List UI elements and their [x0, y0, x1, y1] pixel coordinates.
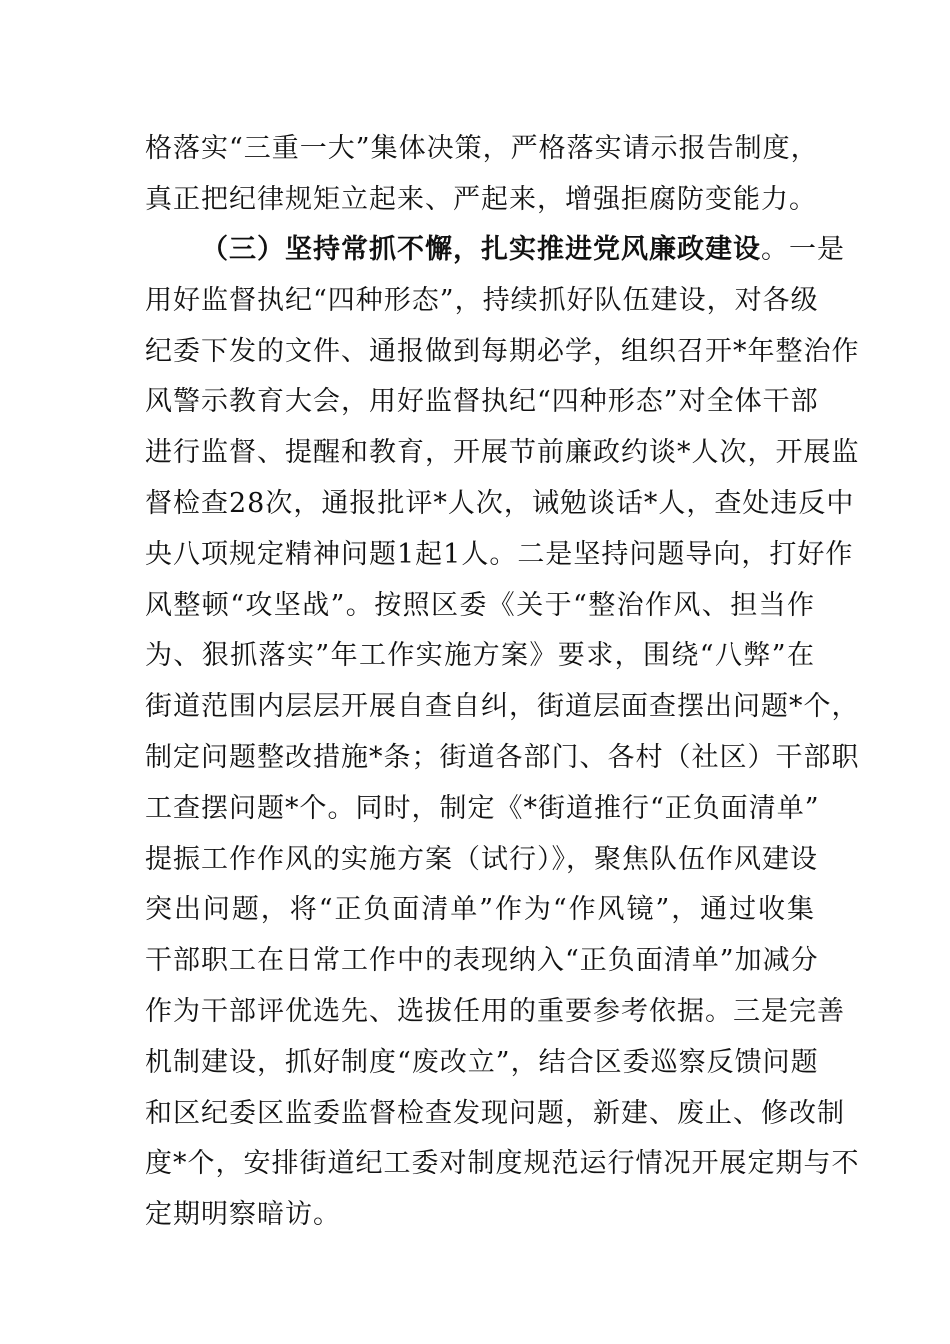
text-line: 机制建设，抓好制度“废改立”，结合区委巡察反馈问题 — [145, 1046, 819, 1078]
text-line: 督检查28次，通报批评*人次，诫勉谈话*人，查处违反中 — [145, 487, 855, 519]
text-line: 用好监督执纪“四种形态”，持续抓好队伍建设，对各级 — [145, 284, 819, 316]
text-line: 风警示教育大会，用好监督执纪“四种形态”对全体干部 — [145, 386, 819, 418]
text-line: 真正把纪律规矩立起来、严起来，增强拒腐防变能力。 — [145, 183, 817, 215]
text-line: 和区纪委区监委监督检查发现问题，新建、废止、修改制 — [145, 1097, 845, 1129]
section-3-paragraph — [145, 225, 860, 1241]
text-line: 突出问题，将“正负面清单”作为“作风镜”，通过收集 — [145, 894, 815, 926]
section-heading-line — [145, 225, 845, 276]
text-line: 工查摆问题*个。同时，制定《*街道推行“正负面清单” — [145, 792, 820, 824]
text-line: 作为干部评优选先、选拔任用的重要参考依据。三是完善 — [145, 995, 845, 1027]
text-line: 央八项规定精神问题1起1人。二是坚持问题导向，打好作 — [145, 538, 854, 570]
text-line: 提振工作作风的实施方案（试行）》，聚焦队伍作风建设 — [145, 843, 818, 875]
text-line: 街道范围内层层开展自查自纠，街道层面查摆出问题*个， — [145, 691, 860, 723]
heading-tail: 。一是 — [761, 234, 845, 265]
text-line: 风整顿“攻坚战”。按照区委《关于“整治作风、担当作 — [145, 589, 815, 621]
text-line: 度*个，安排街道纪工委对制度规范运行情况开展定期与不 — [145, 1148, 860, 1180]
previous-paragraph — [145, 124, 819, 226]
text-line: 定期明察暗访。 — [145, 1199, 341, 1231]
section-heading: （三）坚持常抓不懈，扎实推进党风廉政建设 — [201, 234, 761, 265]
text-line: 干部职工在日常工作中的表现纳入“正负面清单”加减分 — [145, 945, 819, 977]
text-line: 进行监督、提醒和教育，开展节前廉政约谈*人次，开展监 — [145, 437, 860, 469]
text-line: 制定问题整改措施*条；街道各部门、各村（社区）干部职 — [145, 741, 860, 773]
text-line: 格落实“三重一大”集体决策，严格落实请示报告制度， — [145, 133, 819, 164]
text-line: 纪委下发的文件、通报做到每期必学，组织召开*年整治作 — [145, 335, 860, 367]
text-line: 为、狠抓落实”年工作实施方案》要求，围绕“八弊”在 — [145, 640, 815, 672]
